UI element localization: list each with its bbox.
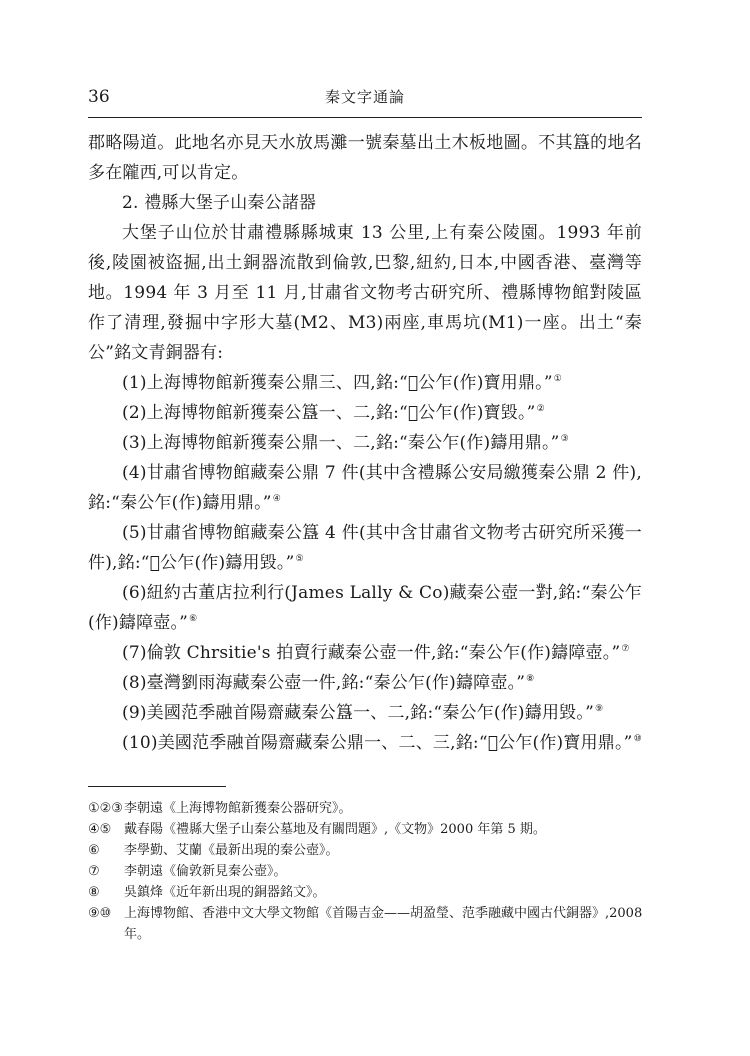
list-item xyxy=(88,578,642,638)
footnote-ref[interactable]: ⑦ xyxy=(621,644,630,654)
footnote-ref[interactable]: ④ xyxy=(272,494,281,504)
footnote-text: 戴春陽《禮縣大堡子山秦公墓地及有關問題》,《文物》2000 年第 5 期。 xyxy=(124,822,546,837)
paragraph-continued: 郡略陽道。此地名亦見天水放馬灘一號秦墓出土木板地圖。不其簋的地名多在隴西,可以肯定。 xyxy=(88,133,642,183)
footnote-text: 李學勤、艾蘭《最新出現的秦公壺》。 xyxy=(124,843,339,858)
paragraph-intro: 大堡子山位於甘肅禮縣縣城東 13 公里,上有秦公陵園。1993 年前後,陵園被盜掘,出土銅器流散到倫敦,巴黎,紐約,日本,中國香港、臺灣等地。1994 年 3 月至 11 月,甘肅省文物考古研究所、禮縣博物館對陵區作了清理,發掘中字形大墓(M2、M3)兩座,車馬坑(M1)一座。出土“秦公”銘文青銅器有: xyxy=(88,223,642,363)
footnote-text: 李朝遠《上海博物館新獲秦公器研究》。 xyxy=(124,801,352,816)
footnote-ref[interactable]: ① xyxy=(553,374,563,384)
list-item-text: (4)甘肅省博物館藏秦公鼎 7 件(其中含禮縣公安局繳獲秦公鼎 2 件),銘:“秦公乍(作)鑄用鼎。” xyxy=(88,463,642,513)
list-item-text: (3)上海博物館新獲秦公鼎一、二,銘:“秦公乍(作)鑄用鼎。” xyxy=(122,433,560,453)
footnote-ref[interactable]: ⑥ xyxy=(189,614,198,624)
footnote-marker: ①②③ xyxy=(88,801,123,816)
list-item-text: (6)紐約古董店拉利行(James Lally & Co)藏秦公壺一對,銘:“秦公乍(作)鑄障壺。” xyxy=(88,583,642,633)
list-item-text: (7)倫敦 Chrsitie's 拍賣行藏秦公壺一件,銘:“秦公乍(作)鑄障壺。” xyxy=(122,643,621,663)
footnote-ref[interactable]: ③ xyxy=(560,434,569,444)
footnote-ref[interactable]: ⑩ xyxy=(633,734,642,744)
list-item xyxy=(88,698,642,728)
page-header xyxy=(88,86,642,112)
footnote-ref[interactable]: ⑤ xyxy=(295,554,304,564)
footnote-text: 李朝遠《倫敦新見秦公壺》。 xyxy=(124,864,287,879)
list-item xyxy=(88,668,642,698)
footnote-ref[interactable]: ⑨ xyxy=(594,704,604,714)
list-item-text: (5)甘肅省博物館藏秦公簋 4 件(其中含甘肅省文物考古研究所采獲一件),銘:“𥹰公乍(作)鑄用毀。” xyxy=(88,523,642,573)
list-item xyxy=(88,428,642,458)
footnote xyxy=(88,882,644,903)
footnote-ref[interactable]: ② xyxy=(536,404,545,414)
footnote-marker: ⑧ xyxy=(88,885,100,900)
footnote xyxy=(88,840,644,861)
list-item xyxy=(88,638,642,668)
list-item xyxy=(88,728,642,758)
footnote xyxy=(88,798,644,819)
footnote-marker: ⑥ xyxy=(88,843,100,858)
footnote xyxy=(88,903,644,945)
header-rule xyxy=(88,117,642,118)
footnote xyxy=(88,861,644,882)
footnote-separator xyxy=(88,786,226,787)
footnotes xyxy=(88,798,644,945)
list-item-text: (2)上海博物館新獲秦公簋一、二,銘:“𥹰公乍(作)寶毀。” xyxy=(122,403,536,423)
footnote-text: 上海博物館、香港中文大學文物館《首陽吉金——胡盈瑩、范季融藏中國古代銅器》,2008 年。 xyxy=(124,906,643,942)
section-heading: 2. 禮縣大堡子山秦公諸器 xyxy=(122,193,317,213)
footnote-text: 吳鎮烽《近年新出現的銅器銘文》。 xyxy=(124,885,326,900)
list-item-text: (10)美國范季融首陽齋藏秦公鼎一、二、三,銘:“𥹰公乍(作)寶用鼎。” xyxy=(122,733,633,753)
main-text xyxy=(88,128,642,758)
list-item xyxy=(88,458,642,518)
footnote-marker: ⑨⑩ xyxy=(88,906,112,921)
list-item-text: (1)上海博物館新獲秦公鼎三、四,銘:“𥹰公乍(作)寶用鼎。” xyxy=(122,373,553,393)
list-item-text: (8)臺灣劉雨海藏秦公壺一件,銘:“秦公乍(作)鑄障壺。” xyxy=(122,673,526,693)
list-item xyxy=(88,368,642,398)
list-item xyxy=(88,518,642,578)
footnote-marker: ④⑤ xyxy=(88,822,112,837)
footnote xyxy=(88,819,644,840)
footnote-ref[interactable]: ⑧ xyxy=(526,674,535,684)
footnote-marker: ⑦ xyxy=(88,864,100,879)
list-item xyxy=(88,398,642,428)
list-item-text: (9)美國范季融首陽齋藏秦公簋一、二,銘:“秦公乍(作)鑄用毀。” xyxy=(122,703,594,723)
running-title: 秦文字通論 xyxy=(324,88,405,106)
page-number: 36 xyxy=(88,87,110,107)
